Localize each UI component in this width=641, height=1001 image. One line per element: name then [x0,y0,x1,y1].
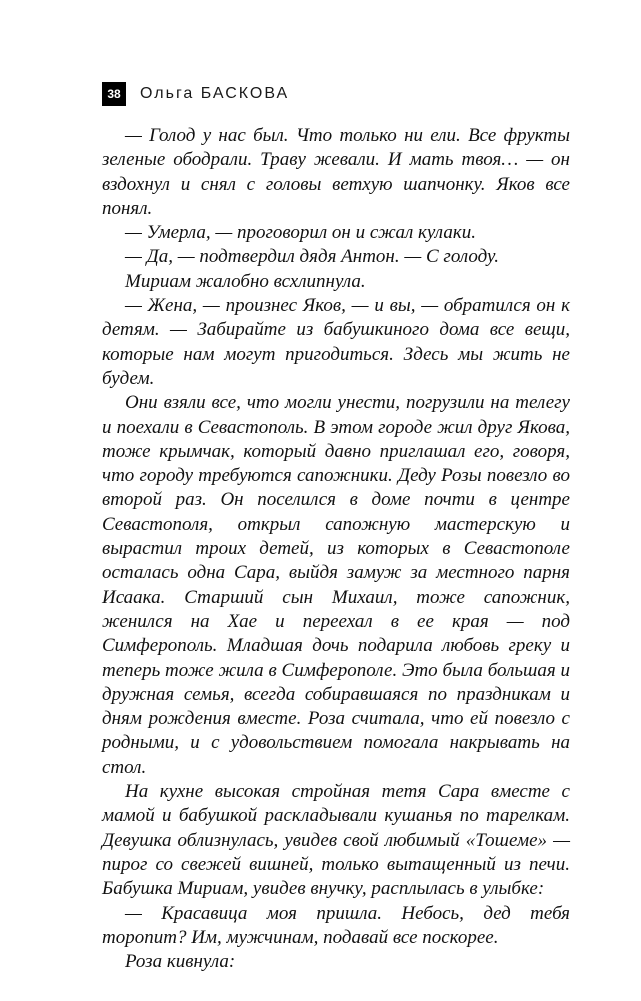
paragraph: На кухне высокая стройная тетя Сара вместе с мамой и бабушкой раскладывали кушанья по тарелкам. Девушка облизнулась, увидев свой любимый «Тошеме» — пирог со свежей вишней, только вытащенный из печи. Бабушка Мириам, увидев внучку, расплылась в улыбке: [102,781,570,900]
paragraph: — Умерла, — проговорил он и сжал кулаки. [125,222,476,244]
page-header [102,82,289,106]
paragraph: Мириам жалобно всхлипнула. [125,270,366,292]
paragraph: Они взяли все, что могли унести, погрузили на телегу и поехали в Севастополь. В этом городе жил друг Якова, тоже крымчак, который давно приглашал его, говоря, что городу требуются сапожники. Деду Розы повезло во второй раз. Он поселился в доме почти в центре Севастополя, открыл сапожную мастерскую и вырастил троих детей, из которых в Севастополе осталась одна Сара, выйдя замуж за местного парня Исаака. Старший сын Михаил, тоже сапожник, женился на Хае и переехал в ее края — под Симферополь. Младшая дочь подарила любовь греку и теперь тоже жила в Симферополе. Это была большая и дружная семья, всегда собиравшаяся по праздникам и дням рождения вместе. Роза считала, что ей повезло с родными, и с удовольствием помогала накрывать на стол. [102,392,570,778]
paragraph: — Жена, — произнес Яков, — и вы, — обратился он к детям. — Забирайте из бабушкиного дома все вещи, которые нам могут пригодиться. Здесь мы жить не будем. [102,295,570,389]
paragraph: — Красавица моя пришла. Небось, дед тебя торопит? Им, мужчинам, подавай все поскорее. [102,902,570,948]
page-number-badge: 38 [102,82,126,106]
body-text [102,124,570,974]
paragraph: — Голод у нас был. Что только ни ели. Все фрукты зеленые ободрали. Траву жевали. И мать твоя… — он вздохнул и снял с головы ветхую шапчонку. Яков все понял. [102,125,570,219]
running-head-author: Ольга БАСКОВА [140,85,290,102]
paragraph: — Да, — подтвердил дядя Антон. — С голоду. [125,246,499,268]
paragraph: Роза кивнула: [125,951,236,973]
